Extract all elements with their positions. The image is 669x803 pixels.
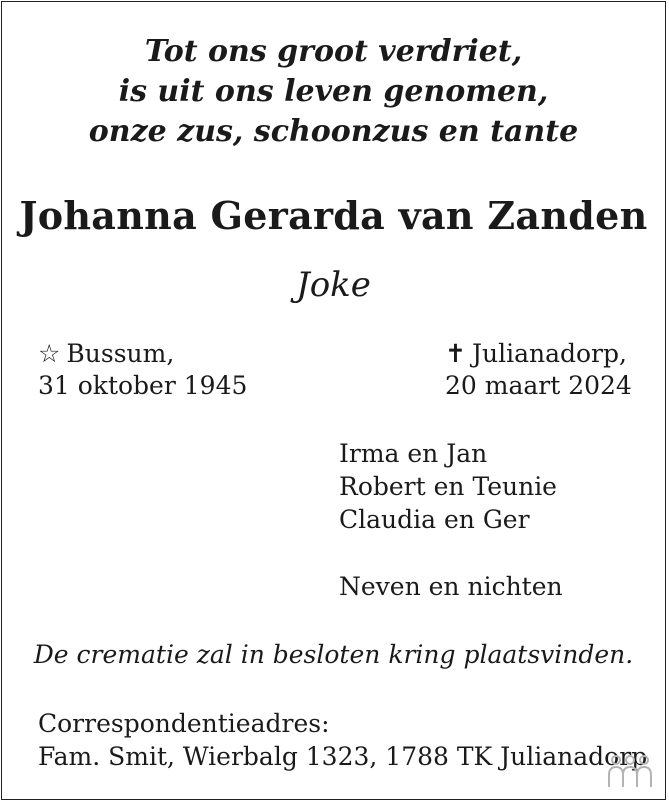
family-line-3: Claudia en Ger — [339, 505, 530, 534]
opening-line-1: Tot ons groot verdriet, — [144, 34, 523, 69]
opening-line-2: is uit ons leven genomen, — [118, 74, 549, 109]
correspondence-address: Fam. Smit, Wierbalg 1323, 1788 TK Julianadorp — [38, 742, 648, 771]
cremation-notice: De crematie zal in besloten kring plaatsvinden. — [33, 640, 634, 669]
correspondence-label: Correspondentieadres: — [38, 709, 330, 738]
cross-icon: ✝ — [445, 339, 466, 368]
death-date: 20 maart 2024 — [445, 371, 632, 400]
birth-place: Bussum, — [66, 339, 175, 368]
opening-line-3: onze zus, schoonzus en tante — [88, 114, 579, 149]
deceased-nickname: Joke — [296, 265, 371, 305]
birth-place-line — [38, 338, 174, 370]
obituary-card — [1, 1, 666, 800]
death-place: Julianadorp, — [471, 339, 627, 368]
death-place-line — [445, 338, 627, 370]
people-group-icon — [605, 753, 655, 789]
star-icon: ☆ — [38, 339, 61, 368]
birth-date: 31 oktober 1945 — [38, 371, 248, 400]
family-line-2: Robert en Teunie — [339, 472, 557, 501]
family-line-1: Irma en Jan — [339, 439, 488, 468]
deceased-name: Johanna Gerarda van Zanden — [19, 193, 648, 238]
family-extra: Neven en nichten — [339, 572, 563, 601]
